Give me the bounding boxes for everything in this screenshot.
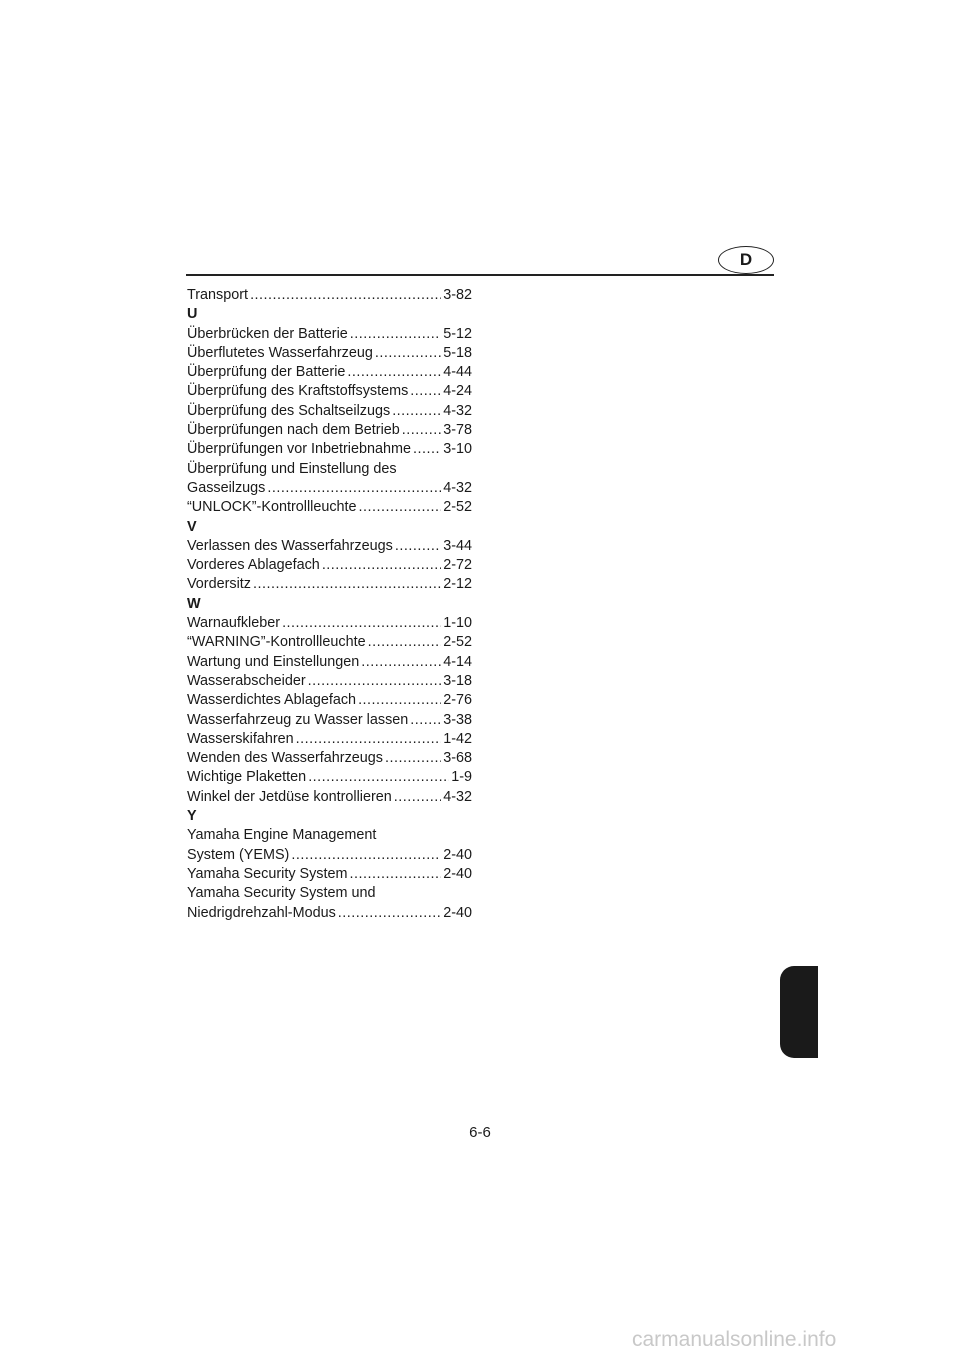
entry-label: Wenden des Wasserfahrzeugs (187, 750, 383, 767)
chapter-thumb-tab (780, 966, 818, 1058)
entry-page-ref: 4-32 (443, 479, 472, 496)
index-entry (187, 402, 472, 421)
entry-label: Überprüfungen vor Inbetriebnahme (187, 441, 411, 458)
index-entry (187, 633, 472, 652)
index-entry (187, 556, 472, 575)
dot-leader (413, 440, 441, 459)
entry-page-ref: 3-18 (443, 672, 472, 689)
entry-page-ref: 3-78 (443, 422, 472, 439)
entry-page-ref: 2-40 (443, 846, 472, 863)
index-entry (187, 653, 472, 672)
entry-label: Transport (187, 287, 249, 303)
entry-label: Überbrücken der Batterie (187, 325, 348, 342)
entry-page-ref: 3-44 (443, 537, 472, 554)
entry-label: Wasserabscheider (187, 672, 306, 689)
index-entry (187, 846, 472, 865)
dot-leader (375, 344, 441, 363)
entry-label: Überprüfung des Kraftstoffsystems (187, 383, 409, 400)
entry-label: Wichtige Plaketten (187, 769, 307, 786)
dot-leader (308, 672, 442, 691)
index-entry (187, 498, 472, 517)
entry-label: Überprüfungen nach dem Betrieb (187, 422, 400, 439)
entry-page-ref: 4-32 (443, 402, 472, 419)
index-entry (187, 363, 472, 382)
section-letter-u: U (187, 306, 198, 323)
index-entry (187, 344, 472, 363)
entry-label: Wasserskifahren (187, 730, 294, 747)
dot-leader (410, 711, 441, 730)
entry-label: “WARNING”-Kontrollleuchte (187, 634, 366, 651)
index-entry (187, 575, 472, 594)
dot-leader (308, 768, 449, 787)
entry-page-ref: 3-68 (443, 750, 472, 767)
entry-page-ref: 3-82 (443, 287, 472, 303)
dot-leader (350, 325, 441, 344)
entry-page-ref: 4-14 (443, 653, 472, 670)
entry-label: Überprüfung der Batterie (187, 364, 346, 381)
entry-label: Wasserdichtes Ablagefach (187, 692, 357, 709)
index-entry (187, 711, 472, 730)
entry-first-line: Yamaha Security System und (187, 885, 376, 902)
entry-label: Wartung und Einstellungen (187, 653, 360, 670)
entry-label: Überflutetes Wasserfahrzeug (187, 344, 373, 361)
entry-page-ref: 2-12 (443, 576, 472, 593)
dot-leader (358, 691, 441, 710)
entry-label: Niedrigdrehzahl-Modus (187, 904, 336, 921)
dot-leader (368, 633, 442, 652)
header-rule (186, 274, 774, 276)
dot-leader (392, 402, 441, 421)
entry-label: “UNLOCK”-Kontrollleuchte (187, 499, 357, 516)
entry-label: Vorderes Ablagefach (187, 557, 320, 574)
index-entry (187, 788, 472, 807)
index-entry (187, 730, 472, 749)
entry-page-ref: 5-18 (443, 344, 472, 361)
dot-leader (253, 575, 441, 594)
entry-page-ref: 4-24 (443, 383, 472, 400)
entry-page-ref: 5-12 (443, 325, 472, 342)
entry-page-ref: 2-76 (443, 692, 472, 709)
entry-label: Verlassen des Wasserfahrzeugs (187, 537, 393, 554)
entry-page-ref: 1-9 (451, 769, 472, 786)
entry-page-ref: 2-52 (443, 634, 472, 651)
index-entry (187, 865, 472, 884)
dot-leader (361, 653, 441, 672)
entry-first-line: Yamaha Engine Management (187, 827, 377, 844)
index-entry (187, 382, 472, 401)
dot-leader (291, 846, 441, 865)
dot-leader (394, 788, 441, 807)
entry-page-ref: 2-72 (443, 557, 472, 574)
index-entry (187, 614, 472, 633)
index-entry (187, 768, 472, 787)
index-entry (187, 479, 472, 498)
entry-label: System (YEMS) (187, 846, 290, 863)
dot-leader (350, 865, 442, 884)
entry-label: Wasserfahrzeug zu Wasser lassen (187, 711, 409, 728)
entry-label: Überprüfung des Schaltseilzugs (187, 402, 391, 419)
entry-page-ref: 4-32 (443, 788, 472, 805)
entry-page-ref: 3-10 (443, 441, 472, 458)
index-entry (187, 325, 472, 344)
section-letter-w: W (187, 595, 201, 612)
index-entry-transport (187, 286, 472, 305)
entry-page-ref: 1-10 (443, 615, 472, 632)
index-entry (187, 672, 472, 691)
section-letter-y: Y (187, 808, 197, 825)
entry-page-ref: 2-52 (443, 499, 472, 516)
dot-leader (395, 537, 441, 556)
language-badge: D (718, 246, 774, 274)
entry-page-ref: 4-44 (443, 364, 472, 381)
entry-page-ref: 2-40 (443, 865, 472, 882)
entry-label: Vordersitz (187, 576, 251, 593)
dot-leader (250, 286, 441, 305)
dot-leader (267, 479, 441, 498)
entry-label: Winkel der Jetdüse kontrollieren (187, 788, 392, 805)
entry-label: Gasseilzugs (187, 479, 266, 496)
index-entry (187, 749, 472, 768)
page-number: 6-6 (469, 1124, 491, 1141)
dot-leader (296, 730, 442, 749)
entry-page-ref: 3-38 (443, 711, 472, 728)
dot-leader (282, 614, 441, 633)
dot-leader (410, 382, 441, 401)
dot-leader (402, 421, 441, 440)
watermark: carmanualsonline.info (632, 1328, 837, 1351)
entry-page-ref: 1-42 (443, 730, 472, 747)
index-entry (187, 421, 472, 440)
dot-leader (359, 498, 442, 517)
dot-leader (385, 749, 441, 768)
dot-leader (338, 904, 441, 923)
section-letter-v: V (187, 518, 197, 535)
entry-label: Warnaufkleber (187, 615, 281, 632)
entry-label: Yamaha Security System (187, 865, 348, 882)
dot-leader (347, 363, 441, 382)
dot-leader (322, 556, 441, 575)
index-entry (187, 440, 472, 459)
index-column (187, 286, 472, 923)
index-entry (187, 904, 472, 923)
index-entry (187, 691, 472, 710)
entry-first-line: Überprüfung und Einstellung des (187, 460, 397, 477)
entry-page-ref: 2-40 (443, 904, 472, 921)
index-entry (187, 537, 472, 556)
